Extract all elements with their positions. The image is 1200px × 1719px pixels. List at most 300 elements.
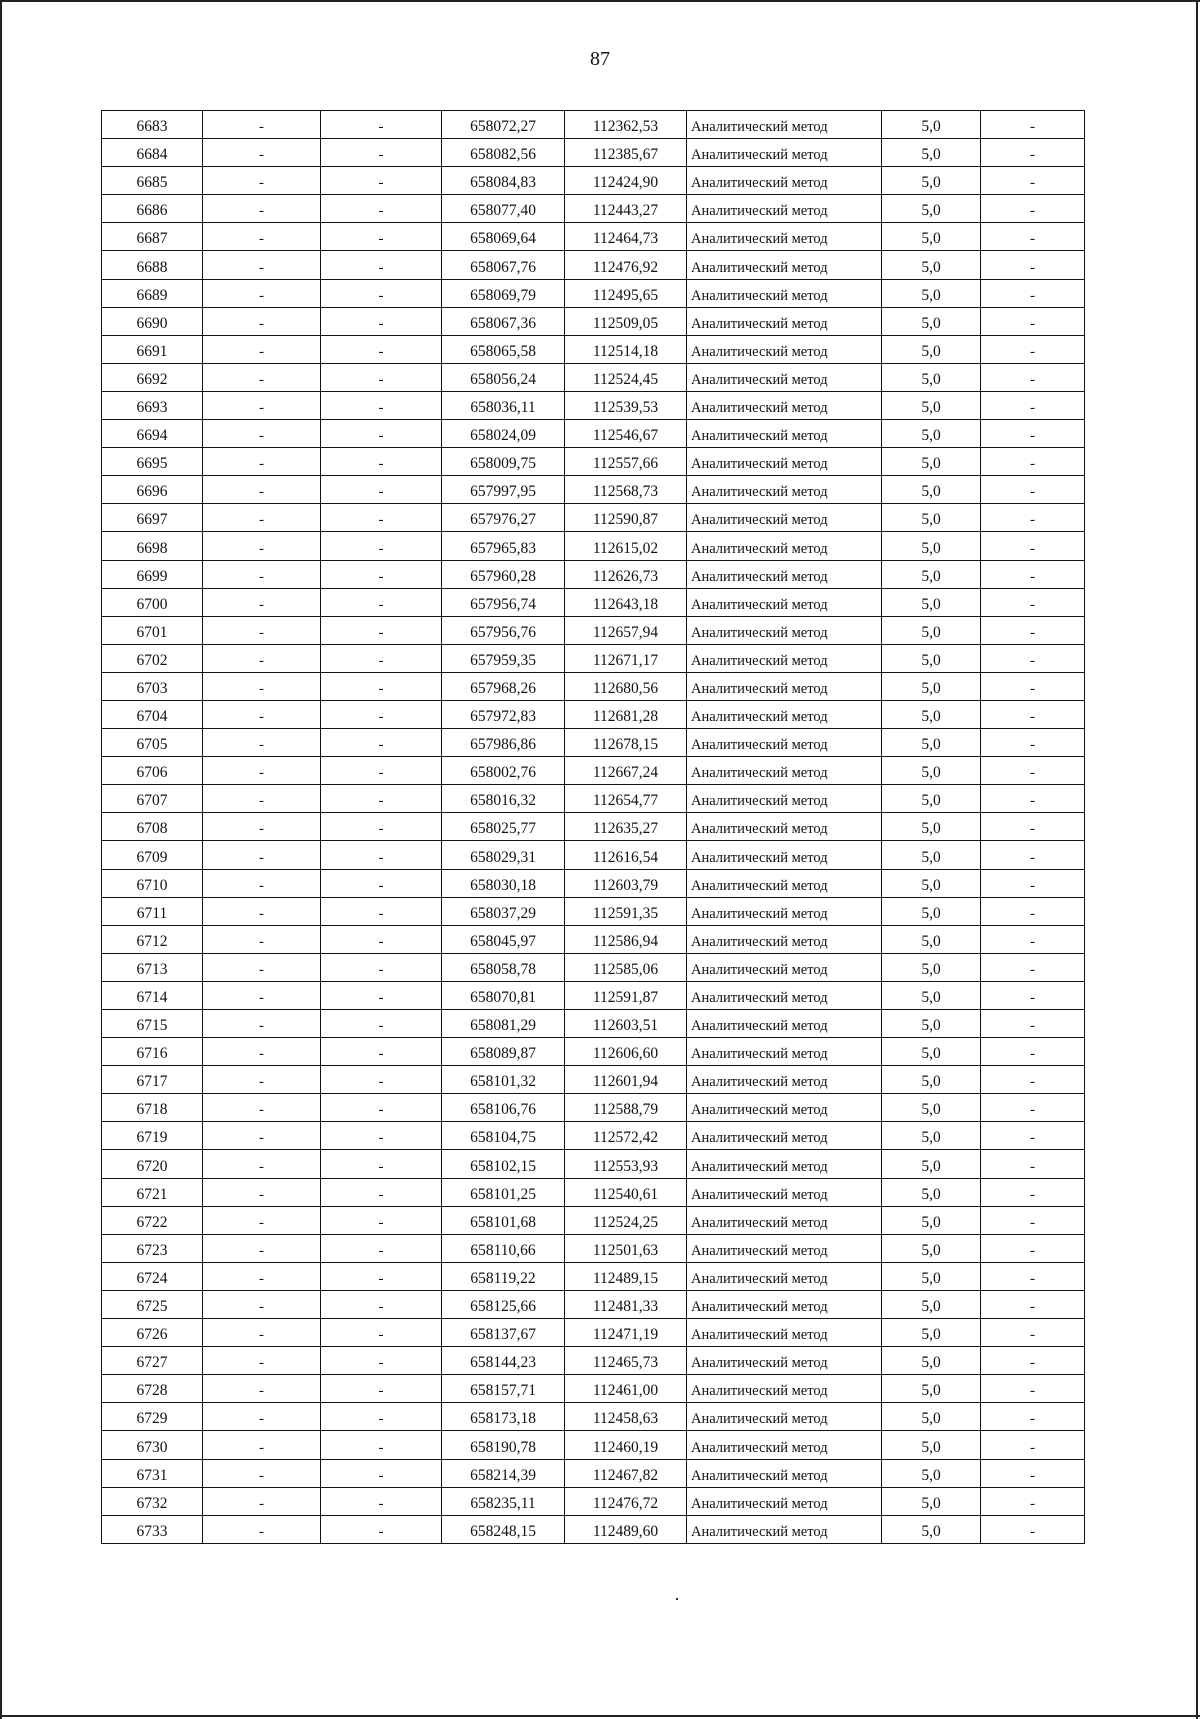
empty-cell-b: - bbox=[321, 1375, 442, 1403]
method-cell: Аналитический метод bbox=[687, 757, 882, 785]
empty-cell-c: - bbox=[981, 785, 1085, 813]
point-number-cell: 6726 bbox=[102, 1319, 203, 1347]
y-coordinate-cell: 112606,60 bbox=[565, 1038, 687, 1066]
accuracy-cell: 5,0 bbox=[882, 1178, 981, 1206]
empty-cell-c: - bbox=[981, 953, 1085, 981]
table-row bbox=[102, 1375, 1085, 1403]
empty-cell-a: - bbox=[203, 1038, 321, 1066]
point-number-cell: 6691 bbox=[102, 335, 203, 363]
empty-cell-b: - bbox=[321, 1066, 442, 1094]
accuracy-cell: 5,0 bbox=[882, 1010, 981, 1038]
empty-cell-a: - bbox=[203, 757, 321, 785]
method-cell: Аналитический метод bbox=[687, 869, 882, 897]
x-coordinate-cell: 657965,83 bbox=[442, 532, 565, 560]
method-cell: Аналитический метод bbox=[687, 1010, 882, 1038]
empty-cell-b: - bbox=[321, 391, 442, 419]
table-row bbox=[102, 869, 1085, 897]
x-coordinate-cell: 657960,28 bbox=[442, 560, 565, 588]
empty-cell-c: - bbox=[981, 729, 1085, 757]
accuracy-cell: 5,0 bbox=[882, 1122, 981, 1150]
empty-cell-b: - bbox=[321, 953, 442, 981]
empty-cell-b: - bbox=[321, 195, 442, 223]
point-number-cell: 6722 bbox=[102, 1206, 203, 1234]
point-number-cell: 6713 bbox=[102, 953, 203, 981]
empty-cell-b: - bbox=[321, 1038, 442, 1066]
accuracy-cell: 5,0 bbox=[882, 981, 981, 1009]
table-row bbox=[102, 953, 1085, 981]
y-coordinate-cell: 112471,19 bbox=[565, 1319, 687, 1347]
method-cell: Аналитический метод bbox=[687, 1515, 882, 1543]
table-row bbox=[102, 1319, 1085, 1347]
empty-cell-a: - bbox=[203, 476, 321, 504]
table-row bbox=[102, 1094, 1085, 1122]
empty-cell-a: - bbox=[203, 1262, 321, 1290]
empty-cell-c: - bbox=[981, 1431, 1085, 1459]
empty-cell-b: - bbox=[321, 841, 442, 869]
empty-cell-b: - bbox=[321, 223, 442, 251]
point-number-cell: 6697 bbox=[102, 504, 203, 532]
x-coordinate-cell: 657972,83 bbox=[442, 700, 565, 728]
empty-cell-a: - bbox=[203, 1234, 321, 1262]
point-number-cell: 6706 bbox=[102, 757, 203, 785]
empty-cell-a: - bbox=[203, 644, 321, 672]
empty-cell-a: - bbox=[203, 223, 321, 251]
empty-cell-c: - bbox=[981, 644, 1085, 672]
y-coordinate-cell: 112524,25 bbox=[565, 1206, 687, 1234]
empty-cell-b: - bbox=[321, 532, 442, 560]
empty-cell-a: - bbox=[203, 111, 321, 139]
y-coordinate-cell: 112489,15 bbox=[565, 1262, 687, 1290]
y-coordinate-cell: 112657,94 bbox=[565, 616, 687, 644]
empty-cell-b: - bbox=[321, 897, 442, 925]
point-number-cell: 6696 bbox=[102, 476, 203, 504]
accuracy-cell: 5,0 bbox=[882, 167, 981, 195]
accuracy-cell: 5,0 bbox=[882, 1150, 981, 1178]
empty-cell-c: - bbox=[981, 1403, 1085, 1431]
empty-cell-c: - bbox=[981, 897, 1085, 925]
table-row bbox=[102, 700, 1085, 728]
method-cell: Аналитический метод bbox=[687, 897, 882, 925]
empty-cell-b: - bbox=[321, 757, 442, 785]
x-coordinate-cell: 658144,23 bbox=[442, 1347, 565, 1375]
empty-cell-a: - bbox=[203, 167, 321, 195]
x-coordinate-cell: 658072,27 bbox=[442, 111, 565, 139]
method-cell: Аналитический метод bbox=[687, 644, 882, 672]
empty-cell-c: - bbox=[981, 363, 1085, 391]
empty-cell-c: - bbox=[981, 1206, 1085, 1234]
empty-cell-b: - bbox=[321, 700, 442, 728]
empty-cell-b: - bbox=[321, 504, 442, 532]
accuracy-cell: 5,0 bbox=[882, 869, 981, 897]
empty-cell-b: - bbox=[321, 1290, 442, 1318]
table-row bbox=[102, 335, 1085, 363]
table-row bbox=[102, 504, 1085, 532]
x-coordinate-cell: 658029,31 bbox=[442, 841, 565, 869]
method-cell: Аналитический метод bbox=[687, 981, 882, 1009]
y-coordinate-cell: 112654,77 bbox=[565, 785, 687, 813]
table-row bbox=[102, 588, 1085, 616]
empty-cell-c: - bbox=[981, 476, 1085, 504]
x-coordinate-cell: 658067,36 bbox=[442, 307, 565, 335]
accuracy-cell: 5,0 bbox=[882, 251, 981, 279]
empty-cell-a: - bbox=[203, 1375, 321, 1403]
point-number-cell: 6728 bbox=[102, 1375, 203, 1403]
table-row bbox=[102, 1122, 1085, 1150]
point-number-cell: 6729 bbox=[102, 1403, 203, 1431]
point-number-cell: 6720 bbox=[102, 1150, 203, 1178]
point-number-cell: 6723 bbox=[102, 1234, 203, 1262]
x-coordinate-cell: 657968,26 bbox=[442, 672, 565, 700]
accuracy-cell: 5,0 bbox=[882, 335, 981, 363]
x-coordinate-cell: 658065,58 bbox=[442, 335, 565, 363]
table-row bbox=[102, 644, 1085, 672]
method-cell: Аналитический метод bbox=[687, 111, 882, 139]
empty-cell-c: - bbox=[981, 981, 1085, 1009]
accuracy-cell: 5,0 bbox=[882, 1262, 981, 1290]
table-body bbox=[102, 111, 1085, 1544]
x-coordinate-cell: 658069,64 bbox=[442, 223, 565, 251]
empty-cell-a: - bbox=[203, 448, 321, 476]
y-coordinate-cell: 112601,94 bbox=[565, 1066, 687, 1094]
method-cell: Аналитический метод bbox=[687, 504, 882, 532]
method-cell: Аналитический метод bbox=[687, 335, 882, 363]
point-number-cell: 6690 bbox=[102, 307, 203, 335]
point-number-cell: 6703 bbox=[102, 672, 203, 700]
method-cell: Аналитический метод bbox=[687, 448, 882, 476]
empty-cell-b: - bbox=[321, 476, 442, 504]
empty-cell-a: - bbox=[203, 785, 321, 813]
x-coordinate-cell: 658173,18 bbox=[442, 1403, 565, 1431]
y-coordinate-cell: 112667,24 bbox=[565, 757, 687, 785]
x-coordinate-cell: 658016,32 bbox=[442, 785, 565, 813]
empty-cell-a: - bbox=[203, 1150, 321, 1178]
accuracy-cell: 5,0 bbox=[882, 1290, 981, 1318]
scan-edge-bottom bbox=[0, 1715, 1200, 1717]
accuracy-cell: 5,0 bbox=[882, 616, 981, 644]
x-coordinate-cell: 658235,11 bbox=[442, 1487, 565, 1515]
accuracy-cell: 5,0 bbox=[882, 1234, 981, 1262]
table-row bbox=[102, 897, 1085, 925]
method-cell: Аналитический метод bbox=[687, 279, 882, 307]
accuracy-cell: 5,0 bbox=[882, 1403, 981, 1431]
point-number-cell: 6708 bbox=[102, 813, 203, 841]
y-coordinate-cell: 112467,82 bbox=[565, 1459, 687, 1487]
accuracy-cell: 5,0 bbox=[882, 448, 981, 476]
accuracy-cell: 5,0 bbox=[882, 223, 981, 251]
point-number-cell: 6700 bbox=[102, 588, 203, 616]
accuracy-cell: 5,0 bbox=[882, 560, 981, 588]
empty-cell-a: - bbox=[203, 420, 321, 448]
accuracy-cell: 5,0 bbox=[882, 672, 981, 700]
x-coordinate-cell: 658125,66 bbox=[442, 1290, 565, 1318]
empty-cell-c: - bbox=[981, 195, 1085, 223]
empty-cell-b: - bbox=[321, 111, 442, 139]
y-coordinate-cell: 112616,54 bbox=[565, 841, 687, 869]
x-coordinate-cell: 658069,79 bbox=[442, 279, 565, 307]
y-coordinate-cell: 112424,90 bbox=[565, 167, 687, 195]
empty-cell-a: - bbox=[203, 1178, 321, 1206]
method-cell: Аналитический метод bbox=[687, 1234, 882, 1262]
y-coordinate-cell: 112671,17 bbox=[565, 644, 687, 672]
y-coordinate-cell: 112603,51 bbox=[565, 1010, 687, 1038]
y-coordinate-cell: 112385,67 bbox=[565, 139, 687, 167]
empty-cell-a: - bbox=[203, 1515, 321, 1543]
method-cell: Аналитический метод bbox=[687, 1290, 882, 1318]
table-row bbox=[102, 1290, 1085, 1318]
empty-cell-b: - bbox=[321, 672, 442, 700]
y-coordinate-cell: 112586,94 bbox=[565, 925, 687, 953]
empty-cell-c: - bbox=[981, 1459, 1085, 1487]
accuracy-cell: 5,0 bbox=[882, 391, 981, 419]
empty-cell-b: - bbox=[321, 1403, 442, 1431]
point-number-cell: 6687 bbox=[102, 223, 203, 251]
table-row bbox=[102, 1403, 1085, 1431]
y-coordinate-cell: 112476,92 bbox=[565, 251, 687, 279]
point-number-cell: 6707 bbox=[102, 785, 203, 813]
method-cell: Аналитический метод bbox=[687, 1122, 882, 1150]
empty-cell-c: - bbox=[981, 1515, 1085, 1543]
table-row bbox=[102, 476, 1085, 504]
method-cell: Аналитический метод bbox=[687, 476, 882, 504]
empty-cell-c: - bbox=[981, 111, 1085, 139]
y-coordinate-cell: 112626,73 bbox=[565, 560, 687, 588]
empty-cell-b: - bbox=[321, 363, 442, 391]
x-coordinate-cell: 658045,97 bbox=[442, 925, 565, 953]
empty-cell-c: - bbox=[981, 1319, 1085, 1347]
empty-cell-b: - bbox=[321, 1010, 442, 1038]
method-cell: Аналитический метод bbox=[687, 560, 882, 588]
point-number-cell: 6683 bbox=[102, 111, 203, 139]
empty-cell-b: - bbox=[321, 1431, 442, 1459]
x-coordinate-cell: 658137,67 bbox=[442, 1319, 565, 1347]
empty-cell-c: - bbox=[981, 1178, 1085, 1206]
scan-dot bbox=[676, 1598, 678, 1600]
method-cell: Аналитический метод bbox=[687, 251, 882, 279]
empty-cell-b: - bbox=[321, 1150, 442, 1178]
table-row bbox=[102, 981, 1085, 1009]
y-coordinate-cell: 112495,65 bbox=[565, 279, 687, 307]
table-row bbox=[102, 1206, 1085, 1234]
table-row bbox=[102, 1178, 1085, 1206]
x-coordinate-cell: 657956,76 bbox=[442, 616, 565, 644]
y-coordinate-cell: 112585,06 bbox=[565, 953, 687, 981]
table-row bbox=[102, 1066, 1085, 1094]
x-coordinate-cell: 658024,09 bbox=[442, 420, 565, 448]
y-coordinate-cell: 112546,67 bbox=[565, 420, 687, 448]
empty-cell-a: - bbox=[203, 813, 321, 841]
empty-cell-b: - bbox=[321, 869, 442, 897]
accuracy-cell: 5,0 bbox=[882, 504, 981, 532]
empty-cell-b: - bbox=[321, 1347, 442, 1375]
empty-cell-c: - bbox=[981, 279, 1085, 307]
empty-cell-b: - bbox=[321, 560, 442, 588]
point-number-cell: 6701 bbox=[102, 616, 203, 644]
table-row bbox=[102, 1150, 1085, 1178]
x-coordinate-cell: 658084,83 bbox=[442, 167, 565, 195]
y-coordinate-cell: 112557,66 bbox=[565, 448, 687, 476]
y-coordinate-cell: 112460,19 bbox=[565, 1431, 687, 1459]
empty-cell-c: - bbox=[981, 616, 1085, 644]
point-number-cell: 6725 bbox=[102, 1290, 203, 1318]
accuracy-cell: 5,0 bbox=[882, 1066, 981, 1094]
point-number-cell: 6689 bbox=[102, 279, 203, 307]
table-row bbox=[102, 757, 1085, 785]
method-cell: Аналитический метод bbox=[687, 813, 882, 841]
point-number-cell: 6698 bbox=[102, 532, 203, 560]
accuracy-cell: 5,0 bbox=[882, 757, 981, 785]
method-cell: Аналитический метод bbox=[687, 925, 882, 953]
accuracy-cell: 5,0 bbox=[882, 1459, 981, 1487]
point-number-cell: 6727 bbox=[102, 1347, 203, 1375]
table-row bbox=[102, 813, 1085, 841]
accuracy-cell: 5,0 bbox=[882, 476, 981, 504]
accuracy-cell: 5,0 bbox=[882, 588, 981, 616]
scan-edge-right bbox=[1196, 0, 1198, 1719]
y-coordinate-cell: 112458,63 bbox=[565, 1403, 687, 1431]
point-number-cell: 6686 bbox=[102, 195, 203, 223]
empty-cell-b: - bbox=[321, 616, 442, 644]
x-coordinate-cell: 657986,86 bbox=[442, 729, 565, 757]
point-number-cell: 6684 bbox=[102, 139, 203, 167]
coordinates-table bbox=[101, 110, 1085, 1544]
accuracy-cell: 5,0 bbox=[882, 841, 981, 869]
scan-edge-left bbox=[0, 0, 2, 1719]
empty-cell-b: - bbox=[321, 139, 442, 167]
empty-cell-b: - bbox=[321, 1234, 442, 1262]
table-row bbox=[102, 307, 1085, 335]
empty-cell-c: - bbox=[981, 560, 1085, 588]
point-number-cell: 6715 bbox=[102, 1010, 203, 1038]
empty-cell-a: - bbox=[203, 1290, 321, 1318]
empty-cell-c: - bbox=[981, 223, 1085, 251]
table-row bbox=[102, 925, 1085, 953]
method-cell: Аналитический метод bbox=[687, 1206, 882, 1234]
empty-cell-b: - bbox=[321, 1206, 442, 1234]
x-coordinate-cell: 658056,24 bbox=[442, 363, 565, 391]
x-coordinate-cell: 658248,15 bbox=[442, 1515, 565, 1543]
method-cell: Аналитический метод bbox=[687, 785, 882, 813]
point-number-cell: 6731 bbox=[102, 1459, 203, 1487]
y-coordinate-cell: 112572,42 bbox=[565, 1122, 687, 1150]
empty-cell-c: - bbox=[981, 700, 1085, 728]
y-coordinate-cell: 112481,33 bbox=[565, 1290, 687, 1318]
y-coordinate-cell: 112509,05 bbox=[565, 307, 687, 335]
method-cell: Аналитический метод bbox=[687, 1319, 882, 1347]
table-row bbox=[102, 1234, 1085, 1262]
x-coordinate-cell: 658025,77 bbox=[442, 813, 565, 841]
empty-cell-b: - bbox=[321, 307, 442, 335]
table-row bbox=[102, 1010, 1085, 1038]
empty-cell-a: - bbox=[203, 1431, 321, 1459]
empty-cell-c: - bbox=[981, 1262, 1085, 1290]
accuracy-cell: 5,0 bbox=[882, 532, 981, 560]
x-coordinate-cell: 658157,71 bbox=[442, 1375, 565, 1403]
x-coordinate-cell: 658030,18 bbox=[442, 869, 565, 897]
y-coordinate-cell: 112615,02 bbox=[565, 532, 687, 560]
y-coordinate-cell: 112603,79 bbox=[565, 869, 687, 897]
empty-cell-c: - bbox=[981, 1066, 1085, 1094]
y-coordinate-cell: 112524,45 bbox=[565, 363, 687, 391]
table-row bbox=[102, 785, 1085, 813]
accuracy-cell: 5,0 bbox=[882, 813, 981, 841]
empty-cell-c: - bbox=[981, 1347, 1085, 1375]
accuracy-cell: 5,0 bbox=[882, 1347, 981, 1375]
empty-cell-b: - bbox=[321, 813, 442, 841]
empty-cell-b: - bbox=[321, 981, 442, 1009]
x-coordinate-cell: 658070,81 bbox=[442, 981, 565, 1009]
x-coordinate-cell: 658101,32 bbox=[442, 1066, 565, 1094]
empty-cell-a: - bbox=[203, 1094, 321, 1122]
x-coordinate-cell: 658081,29 bbox=[442, 1010, 565, 1038]
empty-cell-c: - bbox=[981, 841, 1085, 869]
table-row bbox=[102, 560, 1085, 588]
y-coordinate-cell: 112443,27 bbox=[565, 195, 687, 223]
accuracy-cell: 5,0 bbox=[882, 897, 981, 925]
empty-cell-b: - bbox=[321, 1487, 442, 1515]
method-cell: Аналитический метод bbox=[687, 1347, 882, 1375]
empty-cell-c: - bbox=[981, 307, 1085, 335]
method-cell: Аналитический метод bbox=[687, 729, 882, 757]
point-number-cell: 6733 bbox=[102, 1515, 203, 1543]
point-number-cell: 6721 bbox=[102, 1178, 203, 1206]
x-coordinate-cell: 658119,22 bbox=[442, 1262, 565, 1290]
empty-cell-b: - bbox=[321, 588, 442, 616]
y-coordinate-cell: 112590,87 bbox=[565, 504, 687, 532]
x-coordinate-cell: 658058,78 bbox=[442, 953, 565, 981]
method-cell: Аналитический метод bbox=[687, 588, 882, 616]
method-cell: Аналитический метод bbox=[687, 1066, 882, 1094]
empty-cell-a: - bbox=[203, 307, 321, 335]
empty-cell-a: - bbox=[203, 925, 321, 953]
empty-cell-c: - bbox=[981, 925, 1085, 953]
method-cell: Аналитический метод bbox=[687, 672, 882, 700]
empty-cell-a: - bbox=[203, 251, 321, 279]
accuracy-cell: 5,0 bbox=[882, 1487, 981, 1515]
x-coordinate-cell: 658101,68 bbox=[442, 1206, 565, 1234]
point-number-cell: 6694 bbox=[102, 420, 203, 448]
table-row bbox=[102, 139, 1085, 167]
accuracy-cell: 5,0 bbox=[882, 1094, 981, 1122]
table-row bbox=[102, 729, 1085, 757]
method-cell: Аналитический метод bbox=[687, 1375, 882, 1403]
x-coordinate-cell: 657997,95 bbox=[442, 476, 565, 504]
method-cell: Аналитический метод bbox=[687, 1403, 882, 1431]
accuracy-cell: 5,0 bbox=[882, 953, 981, 981]
accuracy-cell: 5,0 bbox=[882, 1515, 981, 1543]
empty-cell-c: - bbox=[981, 1094, 1085, 1122]
point-number-cell: 6695 bbox=[102, 448, 203, 476]
x-coordinate-cell: 657976,27 bbox=[442, 504, 565, 532]
empty-cell-b: - bbox=[321, 644, 442, 672]
empty-cell-b: - bbox=[321, 167, 442, 195]
point-number-cell: 6685 bbox=[102, 167, 203, 195]
method-cell: Аналитический метод bbox=[687, 841, 882, 869]
x-coordinate-cell: 658037,29 bbox=[442, 897, 565, 925]
empty-cell-a: - bbox=[203, 1122, 321, 1150]
empty-cell-b: - bbox=[321, 420, 442, 448]
y-coordinate-cell: 112568,73 bbox=[565, 476, 687, 504]
point-number-cell: 6717 bbox=[102, 1066, 203, 1094]
x-coordinate-cell: 658190,78 bbox=[442, 1431, 565, 1459]
empty-cell-c: - bbox=[981, 1234, 1085, 1262]
empty-cell-a: - bbox=[203, 588, 321, 616]
y-coordinate-cell: 112362,53 bbox=[565, 111, 687, 139]
accuracy-cell: 5,0 bbox=[882, 139, 981, 167]
accuracy-cell: 5,0 bbox=[882, 644, 981, 672]
y-coordinate-cell: 112588,79 bbox=[565, 1094, 687, 1122]
table-row bbox=[102, 1459, 1085, 1487]
y-coordinate-cell: 112461,00 bbox=[565, 1375, 687, 1403]
